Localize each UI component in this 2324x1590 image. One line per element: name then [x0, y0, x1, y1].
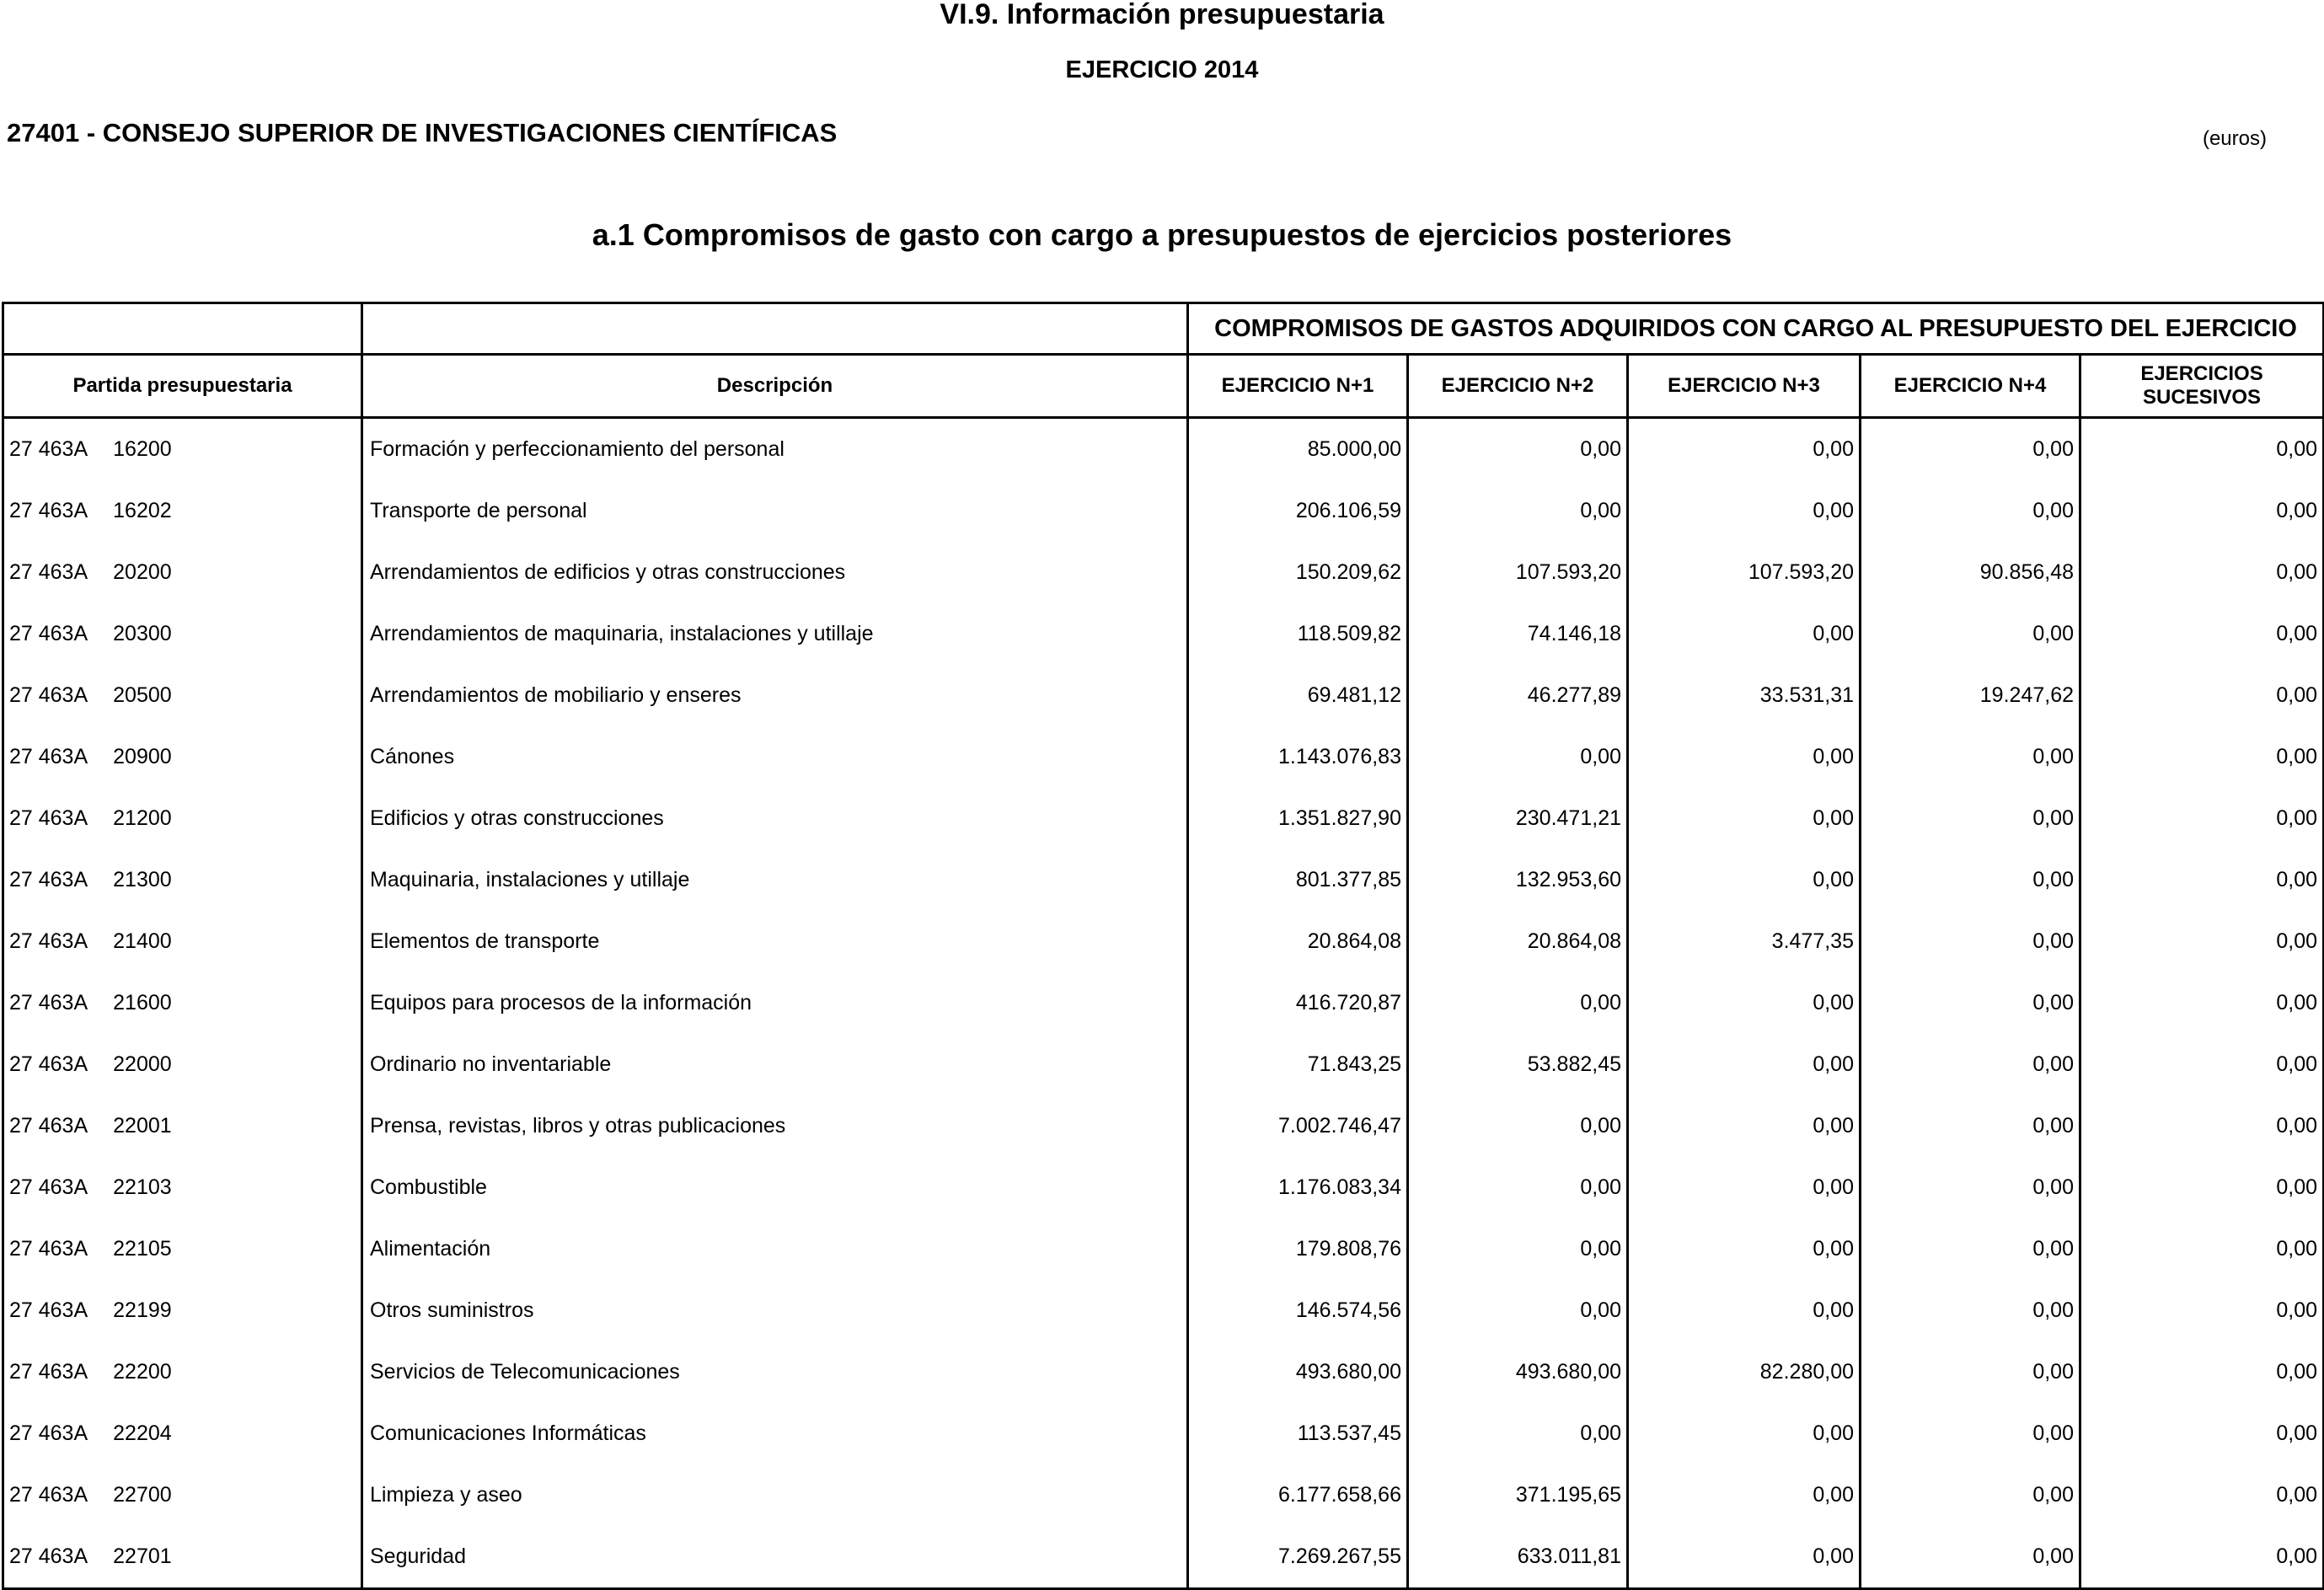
descripcion-cell: Arrendamientos de maquinaria, instalaciones y utillaje: [362, 603, 1188, 665]
partida-cell: [3, 726, 362, 788]
n2-cell: 132.953,60: [1408, 849, 1628, 911]
n3-cell: 0,00: [1628, 788, 1861, 849]
n3-cell: 0,00: [1628, 480, 1861, 542]
sucesivos-cell: 0,00: [2080, 911, 2324, 972]
n1-cell: 20.864,08: [1188, 911, 1408, 972]
n3-cell: 0,00: [1628, 1218, 1861, 1280]
descripcion-cell: Alimentación: [362, 1218, 1188, 1280]
descripcion-cell: Arrendamientos de edificios y otras construcciones: [362, 542, 1188, 603]
n1-cell: 1.143.076,83: [1188, 726, 1408, 788]
partida-cell: [3, 1280, 362, 1341]
partida-cell: [3, 1526, 362, 1589]
empty-header-cell: [362, 303, 1188, 355]
programa-code: 27 463A: [9, 991, 88, 1014]
subconcepto-code: 20200: [113, 560, 172, 584]
n4-cell: 0,00: [1861, 1526, 2080, 1589]
n1-cell: 150.209,62: [1188, 542, 1408, 603]
sucesivos-cell: 0,00: [2080, 542, 2324, 603]
n2-cell: 0,00: [1408, 418, 1628, 481]
n1-cell: 7.002.746,47: [1188, 1095, 1408, 1157]
n2-cell: 371.195,65: [1408, 1464, 1628, 1526]
sucesivos-cell: 0,00: [2080, 1464, 2324, 1526]
descripcion-cell: Cánones: [362, 726, 1188, 788]
document-title: VI.9. Información presupuestaria: [940, 0, 1384, 30]
n1-cell: 6.177.658,66: [1188, 1464, 1408, 1526]
sucesivos-cell: 0,00: [2080, 1280, 2324, 1341]
subconcepto-code: 16200: [113, 437, 172, 461]
partida-cell: [3, 1403, 362, 1464]
programa-code: 27 463A: [9, 1544, 88, 1568]
n1-cell: 146.574,56: [1188, 1280, 1408, 1341]
sucesivos-cell: 0,00: [2080, 1157, 2324, 1218]
table-row: [3, 418, 2324, 481]
table-row: [3, 542, 2324, 603]
sucesivos-cell: 0,00: [2080, 418, 2324, 481]
col-header-n1: EJERCICIO N+1: [1188, 355, 1408, 418]
sucesivos-cell: 0,00: [2080, 480, 2324, 542]
n3-cell: 0,00: [1628, 1526, 1861, 1589]
table-row: [3, 1157, 2324, 1218]
col-header-sucesivos: [2080, 355, 2324, 418]
programa-code: 27 463A: [9, 683, 88, 707]
n4-cell: 0,00: [1861, 972, 2080, 1034]
n2-cell: 0,00: [1408, 1403, 1628, 1464]
col-header-descripcion: Descripción: [362, 355, 1188, 418]
n3-cell: 0,00: [1628, 1403, 1861, 1464]
section-heading: a.1 Compromisos de gasto con cargo a presupuestos de ejercicios posteriores: [592, 217, 1732, 252]
n4-cell: 90.856,48: [1861, 542, 2080, 603]
n3-cell: 0,00: [1628, 603, 1861, 665]
n4-cell: 0,00: [1861, 726, 2080, 788]
n2-cell: 230.471,21: [1408, 788, 1628, 849]
sucesivos-cell: 0,00: [2080, 1034, 2324, 1095]
partida-cell: [3, 1464, 362, 1526]
descripcion-cell: Prensa, revistas, libros y otras publicaciones: [362, 1095, 1188, 1157]
sucesivos-cell: 0,00: [2080, 603, 2324, 665]
table-row: [3, 1464, 2324, 1526]
n1-cell: 179.808,76: [1188, 1218, 1408, 1280]
n4-cell: 0,00: [1861, 1034, 2080, 1095]
empty-header-cell: [3, 303, 362, 355]
n1-cell: 1.176.083,34: [1188, 1157, 1408, 1218]
n2-cell: 0,00: [1408, 480, 1628, 542]
partida-cell: [3, 603, 362, 665]
currency-units: (euros): [2202, 127, 2267, 150]
table-row: [3, 603, 2324, 665]
budget-commitments-table: [2, 302, 2324, 1590]
n2-cell: 74.146,18: [1408, 603, 1628, 665]
table-row: [3, 480, 2324, 542]
n3-cell: 0,00: [1628, 1280, 1861, 1341]
n1-cell: 1.351.827,90: [1188, 788, 1408, 849]
column-header-row: [3, 355, 2324, 418]
sucesivos-cell: 0,00: [2080, 665, 2324, 726]
table-row: [3, 1218, 2324, 1280]
sucesivos-cell: 0,00: [2080, 1218, 2324, 1280]
sucesivos-cell: 0,00: [2080, 849, 2324, 911]
programa-code: 27 463A: [9, 1360, 88, 1384]
sucesivos-cell: 0,00: [2080, 1095, 2324, 1157]
n1-cell: 416.720,87: [1188, 972, 1408, 1034]
programa-code: 27 463A: [9, 499, 88, 522]
subconcepto-code: 21300: [113, 868, 172, 891]
col-header-n3: EJERCICIO N+3: [1628, 355, 1861, 418]
descripcion-cell: Arrendamientos de mobiliario y enseres: [362, 665, 1188, 726]
table-row: [3, 726, 2324, 788]
n3-cell: 0,00: [1628, 1095, 1861, 1157]
descripcion-cell: Combustible: [362, 1157, 1188, 1218]
col-header-n4: EJERCICIO N+4: [1861, 355, 2080, 418]
subconcepto-code: 22000: [113, 1052, 172, 1076]
table-row: [3, 972, 2324, 1034]
partida-cell: [3, 788, 362, 849]
n3-cell: 0,00: [1628, 418, 1861, 481]
subconcepto-code: 20500: [113, 683, 172, 707]
table-row: [3, 1341, 2324, 1403]
programa-code: 27 463A: [9, 1114, 88, 1138]
descripcion-cell: Ordinario no inventariable: [362, 1034, 1188, 1095]
descripcion-cell: Elementos de transporte: [362, 911, 1188, 972]
n4-cell: 0,00: [1861, 1157, 2080, 1218]
n2-cell: 0,00: [1408, 1280, 1628, 1341]
partida-cell: [3, 665, 362, 726]
n4-cell: 0,00: [1861, 788, 2080, 849]
subconcepto-code: 22200: [113, 1360, 172, 1384]
table-row: [3, 911, 2324, 972]
subconcepto-code: 21600: [113, 991, 172, 1014]
subconcepto-code: 16202: [113, 499, 172, 522]
subconcepto-code: 20300: [113, 622, 172, 645]
n1-cell: 493.680,00: [1188, 1341, 1408, 1403]
subconcepto-code: 20900: [113, 745, 172, 768]
n3-cell: 0,00: [1628, 726, 1861, 788]
subconcepto-code: 22103: [113, 1175, 172, 1199]
n3-cell: 3.477,35: [1628, 911, 1861, 972]
n2-cell: 0,00: [1408, 972, 1628, 1034]
programa-code: 27 463A: [9, 1483, 88, 1507]
n3-cell: 0,00: [1628, 1157, 1861, 1218]
programa-code: 27 463A: [9, 1052, 88, 1076]
n3-cell: 0,00: [1628, 972, 1861, 1034]
n3-cell: 33.531,31: [1628, 665, 1861, 726]
n4-cell: 0,00: [1861, 480, 2080, 542]
descripcion-cell: Servicios de Telecomunicaciones: [362, 1341, 1188, 1403]
partida-cell: [3, 972, 362, 1034]
descripcion-cell: Otros suministros: [362, 1280, 1188, 1341]
n4-cell: 0,00: [1861, 1464, 2080, 1526]
table-body: [3, 418, 2324, 1589]
partida-cell: [3, 1341, 362, 1403]
sucesivos-cell: 0,00: [2080, 1526, 2324, 1589]
fiscal-year: EJERCICIO 2014: [1065, 56, 1259, 83]
group-header-row: [3, 303, 2324, 355]
n1-cell: 85.000,00: [1188, 418, 1408, 481]
col-header-partida: Partida presupuestaria: [3, 355, 362, 418]
partida-cell: [3, 911, 362, 972]
programa-code: 27 463A: [9, 929, 88, 953]
n2-cell: 0,00: [1408, 726, 1628, 788]
table-row: [3, 849, 2324, 911]
partida-cell: [3, 1034, 362, 1095]
n3-cell: 82.280,00: [1628, 1341, 1861, 1403]
n4-cell: 0,00: [1861, 603, 2080, 665]
n2-cell: 0,00: [1408, 1218, 1628, 1280]
table-row: [3, 1095, 2324, 1157]
col-header-sucesivos-line1: EJERCICIOS: [2140, 362, 2263, 385]
partida-cell: [3, 480, 362, 542]
col-header-sucesivos-line2: SUCESIVOS: [2142, 386, 2262, 409]
n2-cell: 633.011,81: [1408, 1526, 1628, 1589]
programa-code: 27 463A: [9, 622, 88, 645]
n4-cell: 0,00: [1861, 911, 2080, 972]
table-row: [3, 1403, 2324, 1464]
programa-code: 27 463A: [9, 560, 88, 584]
partida-cell: [3, 849, 362, 911]
partida-cell: [3, 1095, 362, 1157]
programa-code: 27 463A: [9, 1298, 88, 1322]
n4-cell: 0,00: [1861, 1341, 2080, 1403]
programa-code: 27 463A: [9, 437, 88, 461]
descripcion-cell: Limpieza y aseo: [362, 1464, 1188, 1526]
sucesivos-cell: 0,00: [2080, 788, 2324, 849]
partida-cell: [3, 1157, 362, 1218]
n1-cell: 113.537,45: [1188, 1403, 1408, 1464]
n3-cell: 107.593,20: [1628, 542, 1861, 603]
n4-cell: 0,00: [1861, 849, 2080, 911]
n2-cell: 53.882,45: [1408, 1034, 1628, 1095]
programa-code: 27 463A: [9, 1421, 88, 1445]
col-header-n2: EJERCICIO N+2: [1408, 355, 1628, 418]
n2-cell: 107.593,20: [1408, 542, 1628, 603]
sucesivos-cell: 0,00: [2080, 972, 2324, 1034]
organization-heading: 27401 - CONSEJO SUPERIOR DE INVESTIGACIONES CIENTÍFICAS: [7, 118, 838, 147]
n4-cell: 0,00: [1861, 1095, 2080, 1157]
sucesivos-cell: 0,00: [2080, 1341, 2324, 1403]
n4-cell: 19.247,62: [1861, 665, 2080, 726]
subconcepto-code: 22105: [113, 1237, 172, 1261]
n2-cell: 20.864,08: [1408, 911, 1628, 972]
table-row: [3, 1280, 2324, 1341]
descripcion-cell: Transporte de personal: [362, 480, 1188, 542]
table-row: [3, 1034, 2324, 1095]
n2-cell: 0,00: [1408, 1157, 1628, 1218]
n3-cell: 0,00: [1628, 1034, 1861, 1095]
programa-code: 27 463A: [9, 1175, 88, 1199]
descripcion-cell: Edificios y otras construcciones: [362, 788, 1188, 849]
descripcion-cell: Formación y perfeccionamiento del personal: [362, 418, 1188, 481]
n1-cell: 118.509,82: [1188, 603, 1408, 665]
n1-cell: 7.269.267,55: [1188, 1526, 1408, 1589]
n3-cell: 0,00: [1628, 849, 1861, 911]
subconcepto-code: 21400: [113, 929, 172, 953]
partida-cell: [3, 542, 362, 603]
descripcion-cell: Equipos para procesos de la información: [362, 972, 1188, 1034]
programa-code: 27 463A: [9, 1237, 88, 1261]
descripcion-cell: Comunicaciones Informáticas: [362, 1403, 1188, 1464]
n2-cell: 493.680,00: [1408, 1341, 1628, 1403]
partida-cell: [3, 1218, 362, 1280]
subconcepto-code: 22700: [113, 1483, 172, 1507]
n4-cell: 0,00: [1861, 1280, 2080, 1341]
sucesivos-cell: 0,00: [2080, 1403, 2324, 1464]
n2-cell: 0,00: [1408, 1095, 1628, 1157]
programa-code: 27 463A: [9, 868, 88, 891]
group-header: COMPROMISOS DE GASTOS ADQUIRIDOS CON CARGO AL PRESUPUESTO DEL EJERCICIO: [1188, 303, 2324, 355]
n1-cell: 69.481,12: [1188, 665, 1408, 726]
descripcion-cell: Maquinaria, instalaciones y utillaje: [362, 849, 1188, 911]
subconcepto-code: 22204: [113, 1421, 172, 1445]
table-row: [3, 1526, 2324, 1589]
n3-cell: 0,00: [1628, 1464, 1861, 1526]
subconcepto-code: 22199: [113, 1298, 172, 1322]
subconcepto-code: 22701: [113, 1544, 172, 1568]
programa-code: 27 463A: [9, 745, 88, 768]
descripcion-cell: Seguridad: [362, 1526, 1188, 1589]
table-row: [3, 665, 2324, 726]
n2-cell: 46.277,89: [1408, 665, 1628, 726]
n4-cell: 0,00: [1861, 418, 2080, 481]
subconcepto-code: 22001: [113, 1114, 172, 1138]
partida-cell: [3, 418, 362, 481]
n1-cell: 801.377,85: [1188, 849, 1408, 911]
table-row: [3, 788, 2324, 849]
n1-cell: 206.106,59: [1188, 480, 1408, 542]
subconcepto-code: 21200: [113, 806, 172, 830]
n1-cell: 71.843,25: [1188, 1034, 1408, 1095]
programa-code: 27 463A: [9, 806, 88, 830]
n4-cell: 0,00: [1861, 1403, 2080, 1464]
sucesivos-cell: 0,00: [2080, 726, 2324, 788]
n4-cell: 0,00: [1861, 1218, 2080, 1280]
